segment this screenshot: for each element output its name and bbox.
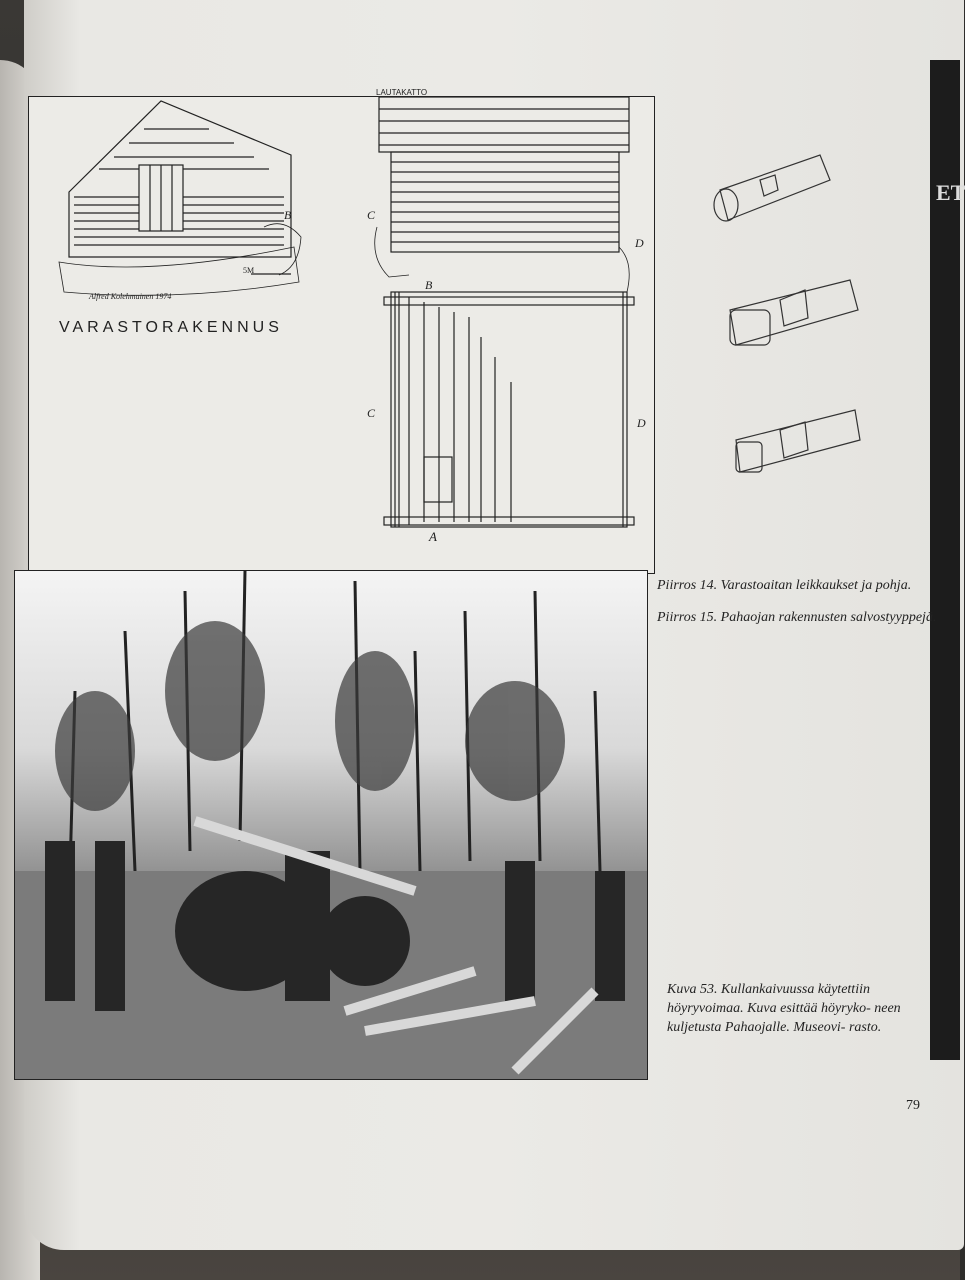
section-label-c-top: C [367, 208, 376, 222]
roof-section [379, 97, 629, 152]
log-joint-3 [736, 410, 860, 472]
section-label-b-left: B [284, 208, 292, 222]
caption-photo-53: Kuva 53. Kullankaivuussa käytettiin höyryvoimaa. Kuva esittää höyryko- neen kuljetusta Pahaojalle. Museovi- rasto. [667, 982, 901, 1035]
drawing-signature: Alfred Kolehmainen 1974 [89, 292, 172, 301]
section-label-d-top: D [635, 236, 644, 250]
page-number: 79 [906, 1098, 920, 1113]
section-label-b-plan: B [425, 278, 433, 292]
log-joint-sketches [700, 150, 870, 500]
log-joint-1 [714, 155, 830, 221]
steam-engine-wheel [320, 896, 410, 986]
log-joint-2 [730, 280, 858, 345]
historical-photograph [14, 570, 648, 1080]
adjacent-book-spine [930, 60, 965, 1060]
floor-plan-door [424, 457, 452, 502]
building-drawing [28, 88, 655, 574]
caption-figure-15: Piirros 15. Pahaojan rakennusten salvostyyppejä. [657, 610, 937, 625]
spine-text: ET [936, 180, 965, 205]
worker-figure [285, 851, 330, 1001]
section-label-d-plan: D [637, 416, 646, 430]
caption-figure-14: Piirros 14. Varastoaitan leikkaukset ja pohja. [657, 578, 912, 593]
photo-scene [15, 571, 647, 1079]
section-label-a-plan: A [429, 529, 437, 544]
floor-plan [391, 292, 627, 527]
scale-label: 5M [243, 266, 255, 275]
section-label-c-plan: C [367, 406, 376, 420]
roof-label: LAUTAKATTO [376, 88, 428, 97]
drawing-title: VARASTORAKENNUS [59, 319, 283, 336]
